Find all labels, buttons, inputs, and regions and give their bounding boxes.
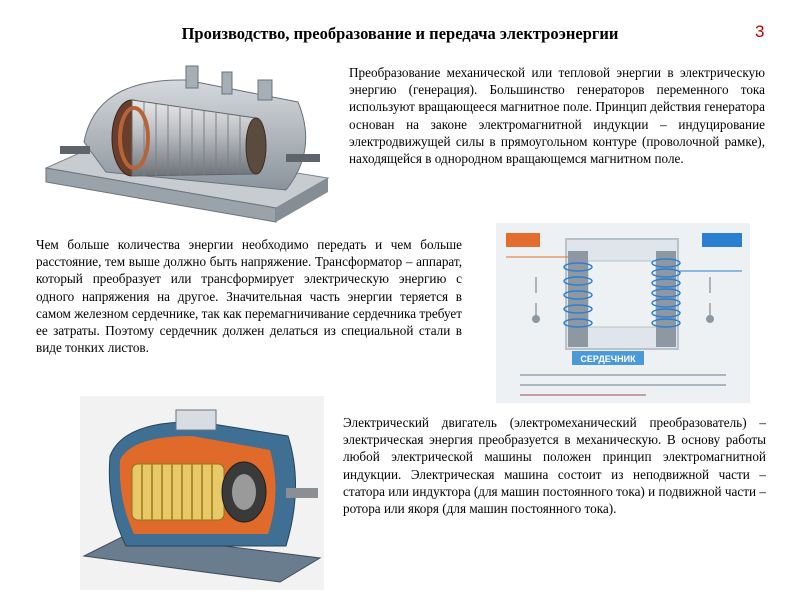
electric-motor-image <box>80 396 324 590</box>
generator-description: Преобразование механической или тепловой энергии в электрическую энергию (генерация). Большинство генераторов переменного тока используют вращающееся магнитное поле. Принцип действия генератора основан на законе электромагнитной индукции – индуцирование электродвижущей силы в прямоугольном контуре (проволочной рамке), находящейся в однородном вращающемся магнитном поле. <box>349 65 765 167</box>
page-number: 3 <box>755 22 765 41</box>
slide-title: Производство, преобразование и передача электроэнергии <box>181 24 619 43</box>
motor-description: Электрический двигатель (электромеханический преобразователь) – электрическая энергия преобразуется в механическую. В основу работы любой электрической машины положен принцип электромагнитной индукции. Электрическая машина состоит из неподвижной части – статора или индуктора (для машин постоянного тока) и подвижной части – ротора или якоря (для машин постоянного тока). <box>343 415 766 517</box>
generator-image <box>36 50 336 230</box>
transformer-description: Чем больше количества энергии необходимо передать и чем больше расстояние, тем выше должно быть напряжение. Трансформатор – аппарат, который преобразует или трансформирует электрическую энергию с одного напряжения на другое. Значительная часть энергии теряется в самом железном сердечнике, так как перемагничивание сердечника требует ее затраты. Поэтому сердечник должен делаться из специальной стали в виде тонких листов. <box>36 237 462 356</box>
transformer-diagram <box>496 223 750 403</box>
core-label: СЕРДЕЧНИК <box>580 354 636 364</box>
